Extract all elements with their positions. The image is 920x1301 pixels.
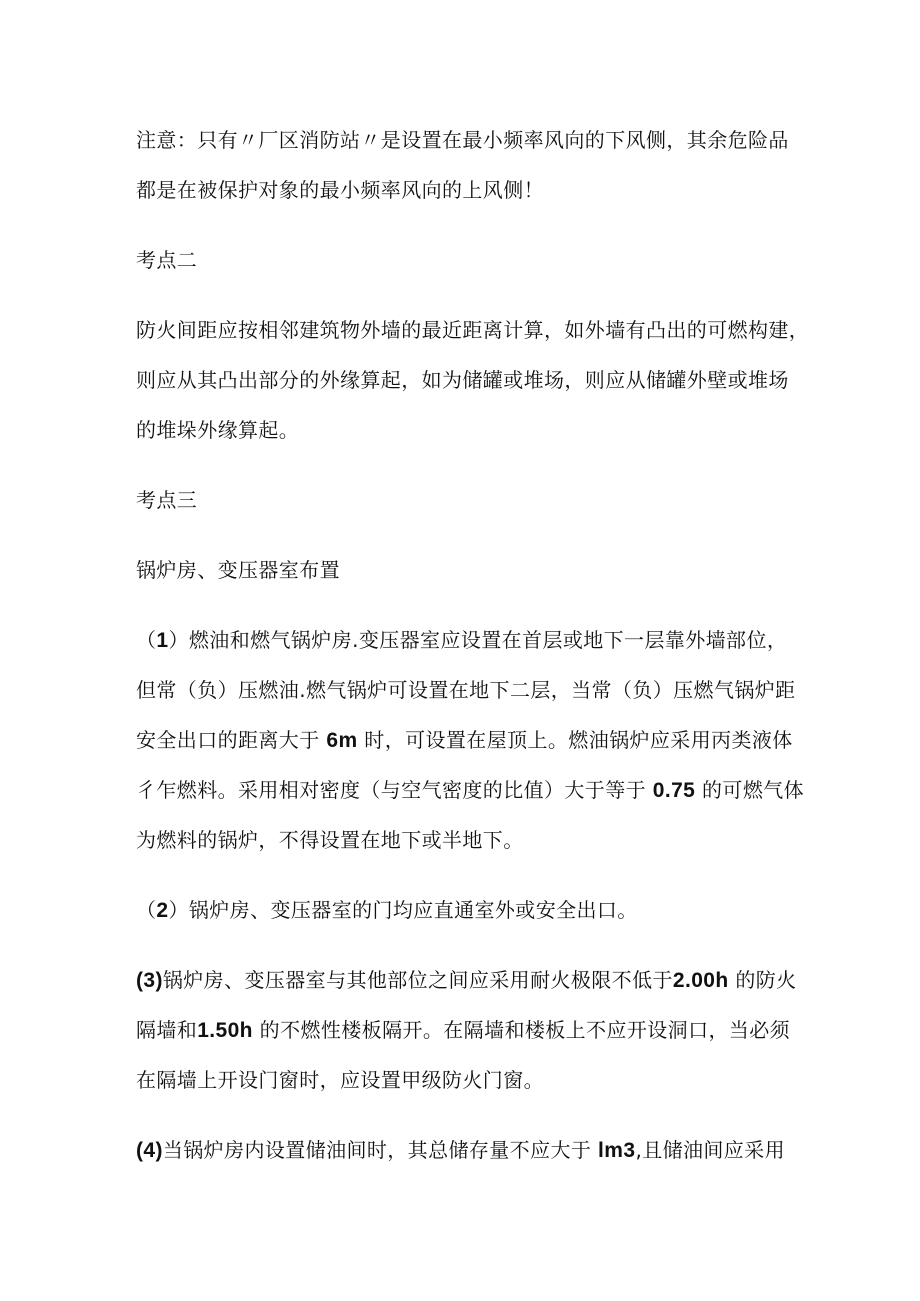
- section-3-heading: 考点三: [136, 488, 198, 512]
- item-3-line-2: [136, 1017, 796, 1044]
- item-2-line: [136, 897, 796, 924]
- item-1-line-4-post: 的可燃气体: [702, 778, 805, 802]
- item-1-line-4-pre: 彳乍燃料。采用相对密度（与空气密度的比值）大于等于: [136, 778, 646, 802]
- item-4-text: 当锅炉房内设置储油间时，其总储存量不应大于: [162, 1138, 592, 1162]
- item-1-text: ）燃油和燃气锅炉房.变压器室应设置在首层或地下一层靠外墙部位，: [168, 628, 788, 652]
- item-4-number: (4): [136, 1139, 163, 1162]
- section-3-subheading: 锅炉房、变压器室布置: [136, 558, 340, 582]
- item-1-distance-value: 6m: [326, 729, 358, 752]
- note-line-1: 注意：只有〃厂区消防站〃是设置在最小频率风向的下风侧，其余危险品: [136, 128, 789, 152]
- item-3-line-1: [136, 967, 796, 994]
- section-2-heading: 考点二: [136, 248, 198, 272]
- item-1-line-2: 但常（负）压燃油.燃气锅炉可设置在地下二层，当常（负）压燃气锅炉距: [136, 678, 796, 702]
- item-1-number: 1: [156, 629, 169, 652]
- item-1-line-5: 为燃料的锅炉，不得设置在地下或半地下。: [136, 828, 524, 852]
- item-3-line-1-text: 锅炉房、变压器室与其他部位之间应采用耐火极限不低于: [162, 968, 673, 992]
- item-1-line-3-post: 时，可设置在屋顶上。燃油锅炉应采用丙类液体: [364, 728, 793, 752]
- item-1-density-value: 0.75: [652, 779, 696, 802]
- item-4-storage-value: lm3: [598, 1139, 636, 1162]
- note-line-2: 都是在被保护对象的最小频率风向的上风侧！: [136, 178, 544, 202]
- item-1-line-4: [136, 777, 805, 804]
- item-1-line-3-pre: 安全出口的距离大于: [136, 728, 320, 752]
- item-1-open-paren: （: [136, 628, 157, 652]
- item-4-line: [136, 1137, 796, 1164]
- item-3-line-2-post: 的不燃性楼板隔开。在隔墙和楼板上不应开设洞口，当必须: [259, 1018, 791, 1042]
- item-2-text: ）锅炉房、变压器室的门均应直通室外或安全出口。: [168, 898, 638, 922]
- item-1-line-3: [136, 727, 796, 754]
- item-3-line-3: 在隔墙上开设门窗时，应设置甲级防火门窗。: [136, 1068, 544, 1092]
- item-1-line-1: [136, 627, 796, 654]
- item-3-floor-rating: 1.50h: [197, 1019, 253, 1042]
- item-3-wall-rating: 2.00h: [672, 969, 729, 992]
- section-2-line-1: 防火间距应按相邻建筑物外墙的最近距离计算，如外墙有凸出的可燃构建，: [136, 318, 810, 342]
- item-3-line-1-post: 的防火: [735, 968, 797, 992]
- item-2-open-paren: （: [136, 898, 157, 922]
- item-3-number: (3): [136, 969, 163, 992]
- item-4-post: ,且储油间应采用: [635, 1138, 785, 1162]
- item-2-number: 2: [156, 899, 169, 922]
- item-3-line-2-pre: 隔墙和: [136, 1018, 198, 1042]
- section-2-line-3: 的堆垛外缘算起。: [136, 418, 300, 442]
- section-2-line-2: 则应从其凸出部分的外缘算起，如为储罐或堆场，则应从储罐外壁或堆场: [136, 368, 789, 392]
